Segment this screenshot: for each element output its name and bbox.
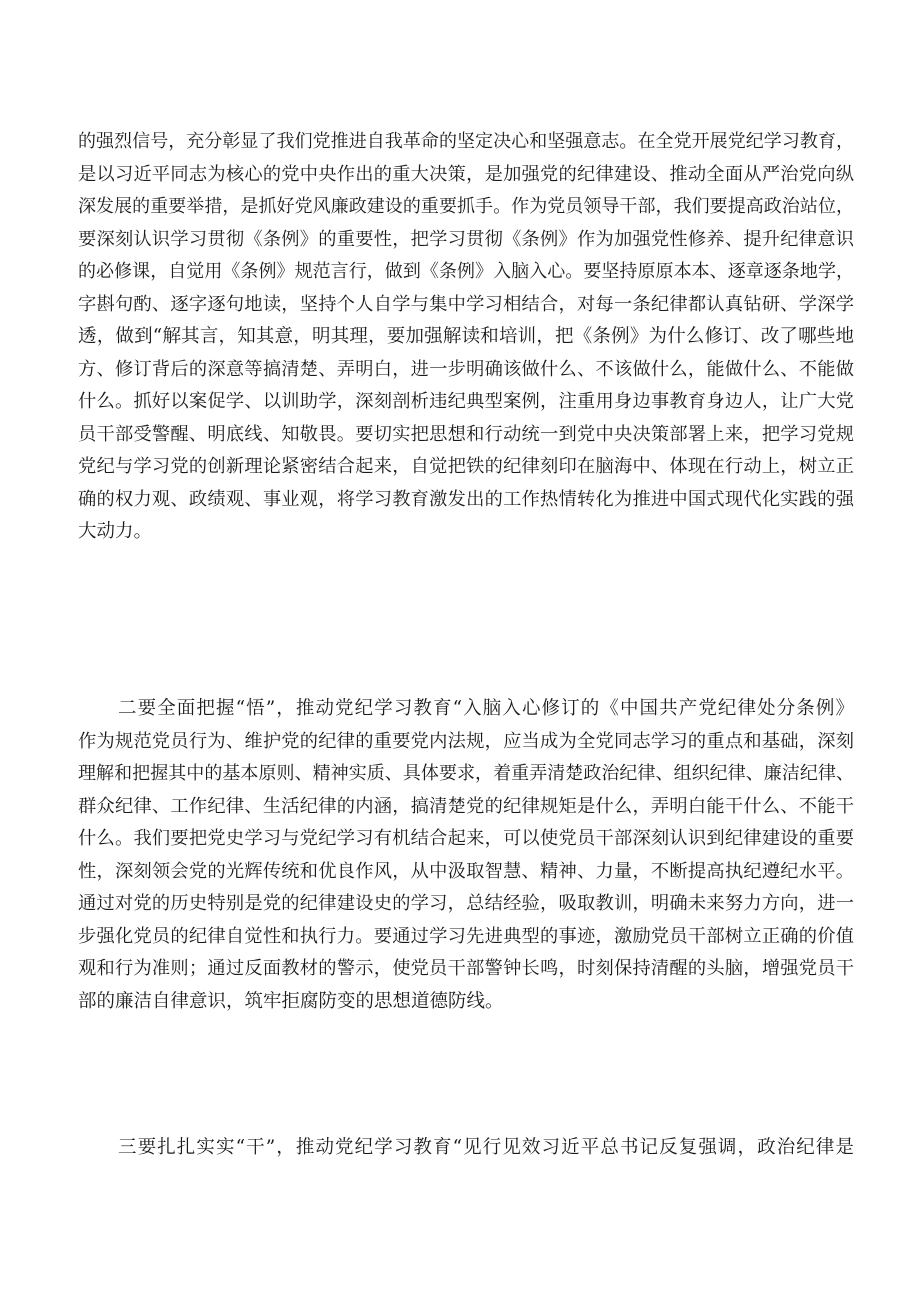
paragraph-1-line: 方、修订背后的深意等搞清楚、弄明白，进一步明确该做什么、不该做什么，能做什么、不能做: [78, 358, 854, 380]
paragraph-2-line: 性，深刻领会党的光辉传统和优良作风，从中汲取智慧、精神、力量，不断提高执纪遵纪水平。: [78, 860, 854, 882]
paragraph-1-line: 要深刻认识学习贯彻《条例》的重要性，把学习贯彻《条例》作为加强党性修养、提升纪律意识: [78, 228, 854, 250]
paragraph-2-line: 通过对党的历史特别是党的纪律建设史的学习，总结经验，吸取教训，明确未来努力方向，进一: [78, 893, 854, 914]
paragraph-3-line: 三要扎扎实实“干”，推动党纪学习教育“见行见效习近平总书记反复强调，政治纪律是: [118, 1137, 854, 1158]
paragraph-1-line: 党纪与学习党的创新理论紧密结合起来，自觉把铁的纪律刻印在脑海中、体现在行动上，树立正: [78, 456, 854, 477]
paragraph-2-line: 什么。我们要把党史学习与党纪学习有机结合起来，可以使党员干部深刻认识到纪律建设的重要: [78, 828, 854, 849]
paragraph-1-line: 确的权力观、政绩观、事业观，将学习教育激发出的工作热情转化为推进中国式现代化实践的强: [78, 488, 854, 510]
paragraph-1-line: 的必修课，自觉用《条例》规范言行，做到《条例》入脑入心。要坚持原原本本、逐章逐条地学，: [78, 261, 854, 282]
paragraph-1-line: 透，做到“解其言，知其意，明其理，要加强解读和培训，把《条例》为什么修订、改了哪些地: [78, 326, 854, 347]
paragraph-1-line: 字斟句酌、逐字逐句地读，坚持个人自学与集中学习相结合，对每一条纪律都认真钻研、学深学: [78, 293, 854, 315]
paragraph-2-line: 部的廉洁自律意识，筑牢拒腐防变的思想道德防线。: [78, 990, 504, 1012]
paragraph-2-line: 步强化党员的纪律自觉性和执行力。要通过学习先进典型的事迹，激励党员干部树立正确的价值: [78, 925, 854, 947]
paragraph-2-line: 观和行为准则；通过反面教材的警示，使党员干部警钟长鸣，时刻保持清醒的头脑，增强党员干: [78, 958, 854, 979]
paragraph-1-line: 大动力。: [78, 521, 153, 542]
paragraph-2-line: 理解和把握其中的基本原则、精神实质、具体要求，着重弄清楚政治纪律、组织纪律、廉洁纪律、: [78, 763, 854, 784]
paragraph-1-line: 是以习近平同志为核心的党中央作出的重大决策，是加强党的纪律建设、推动全面从严治党向纵: [78, 163, 854, 185]
paragraph-2-line: 作为规范党员行为、维护党的纪律的重要党内法规，应当成为全党同志学习的重点和基础，深刻: [78, 730, 854, 752]
paragraph-2-line: 群众纪律、工作纪律、生活纪律的内涵，搞清楚党的纪律规矩是什么，弄明白能干什么、不能干: [78, 795, 854, 817]
paragraph-1-line: 员干部受警醒、明底线、知敬畏。要切实把思想和行动统一到党中央决策部署上来，把学习党规: [78, 423, 854, 445]
paragraph-1-line: 深发展的重要举措，是抓好党风廉政建设的重要抓手。作为党员领导干部，我们要提高政治站位，: [78, 196, 854, 217]
paragraph-1-line: 的强烈信号，充分彰显了我们党推进自我革命的坚定决心和坚强意志。在全党开展党纪学习教育，: [78, 131, 854, 152]
paragraph-2-line: 二要全面把握“悟”，推动党纪学习教育“入脑入心修订的《中国共产党纪律处分条例》: [118, 698, 854, 719]
paragraph-1-line: 什么。抓好以案促学、以训助学，深刻剖析违纪典型案例，注重用身边事教育身边人，让广大党: [78, 391, 854, 412]
